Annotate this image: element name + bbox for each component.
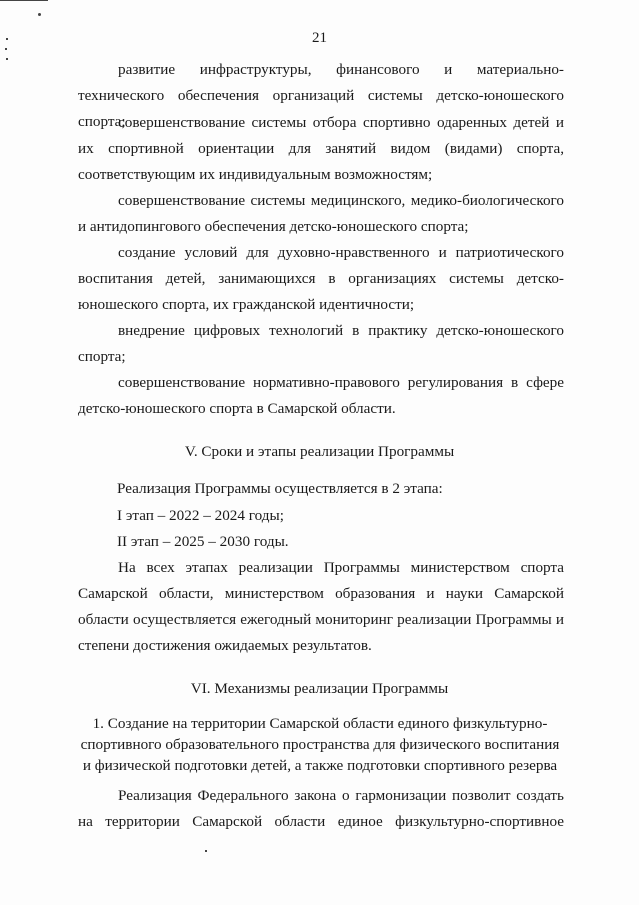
- scan-dot: [205, 850, 207, 852]
- scan-dot: [38, 13, 41, 16]
- list-item: совершенствование системы медицинского, медико-биологического и антидопингового обеспечения детско-юношеского спорта;: [78, 192, 564, 235]
- section-heading: V. Сроки и этапы реализации Программы: [184, 443, 455, 460]
- list-item: создание условий для духовно-нравственного и патриотического воспитания детей, занимающихся в организациях системы детско-юношеского спорта, их гражданской идентичности;: [78, 244, 564, 313]
- stages-intro: Реализация Программы осуществляется в 2 этапа:: [117, 480, 443, 497]
- scan-dot: [5, 48, 7, 50]
- scan-dot: [6, 58, 8, 60]
- list-item: развитие инфраструктуры, финансового и материально-технического обеспечения организаций системы детско-юношеского спорта;: [78, 61, 564, 130]
- page-number: 21: [312, 30, 327, 46]
- section-heading: VI. Механизмы реализации Программы: [190, 680, 449, 697]
- subsection-heading-line: и физической подготовки детей, а также подготовки спортивного резерва: [82, 757, 558, 774]
- stage-item: I этап – 2022 – 2024 годы;: [117, 507, 284, 524]
- subsection-heading-line: 1. Создание на территории Самарской области единого физкультурно-: [92, 715, 548, 732]
- stage-item: II этап – 2025 – 2030 годы.: [117, 533, 289, 550]
- list-item: внедрение цифровых технологий в практику детско-юношеского спорта;: [78, 322, 564, 365]
- scan-edge-mark: [0, 0, 48, 1]
- list-item: совершенствование системы отбора спортивно одаренных детей и их спортивной ориентации для занятий видом (видами) спорта, соответствующим их индивидуальным возможностям;: [78, 114, 564, 183]
- monitoring-paragraph: На всех этапах реализации Программы министерством спорта Самарской области, министерством образования и науки Самарской области осуществляется ежегодный мониторинг реализации Программы и степени достижения ожидаемых результатов.: [78, 559, 564, 654]
- body-paragraph: Реализация Федерального закона о гармонизации позволит создать на территории Самарской области единое физкультурно-спортивное: [78, 787, 564, 830]
- subsection-heading-line: спортивного образовательного пространства для физического воспитания: [80, 736, 560, 753]
- subsection-heading: [80, 713, 560, 776]
- list-item: совершенствование нормативно-правового регулирования в сфере детско-юношеского спорта в Самарской области.: [78, 374, 564, 417]
